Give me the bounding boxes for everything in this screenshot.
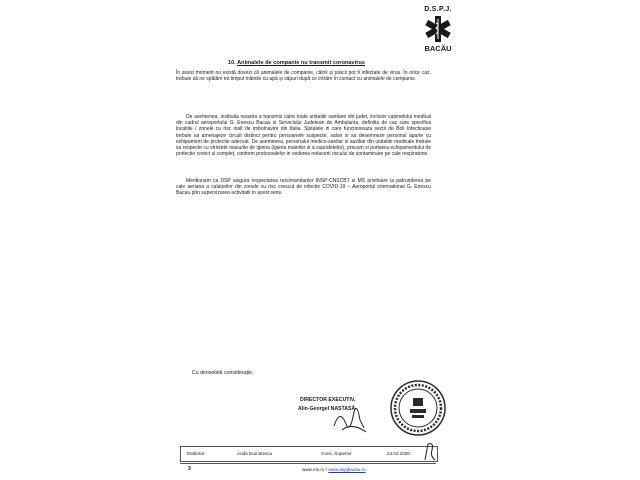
signature-name: Alin-Georgel NASTASĂ <box>298 406 356 412</box>
section-title-text: Animalele de companie nu transmit coronavirus <box>237 60 365 66</box>
signature-title: DIRECTOR EXECUTIV, <box>300 397 356 403</box>
page-number: 3 <box>188 466 191 472</box>
closing-salutation: Cu deosebită considerație, <box>192 370 254 376</box>
footer-role: Elaborat <box>187 451 205 456</box>
footer-websites <box>302 467 366 472</box>
paragraph-institution: De asemenea, institutia noastra a transmis catre toate unitatile sanitare din judet, inclusiv cabinetului medical din cadrul aeroportului G. Enescu Bacau si Serviciului Judetean de Ambulanta, definitia de caz care specifica locatiile / zonele cu risc inalt de imbolnavire din Italia. Spitalele in care functioneaza sectii de Boli Infectioase trebuie sa amenajeze circuit distinct pentru persoanele suspecte, salon si sa desemneze personal aparte cu echipament de protectie adecvat. De asemenea, personalul medico-sanitar si auxiliar din unitatile medicale trebuie sa respecte cu strictete masurile de igiena (igiena mainilor si a suprafetelor), precum si purtarea echipamentului de protectie corect si complet, conform protocoalelor in vederea reducerii riscului de contaminare pe cale respiratorie. <box>176 114 431 158</box>
footer-divider <box>180 463 436 464</box>
footer-date: 24.02.2020 <box>387 451 410 456</box>
dspj-logo <box>418 6 458 56</box>
logo-bottom-text: BACĂU <box>424 44 452 53</box>
section-number: 10. <box>228 60 236 66</box>
footer-table <box>180 446 438 462</box>
paragraph-dsp: Mentionam ca DSP asigura respectarea recomandarilor INSP-CNSCBT si MS privitoare la patrunderea pe cale aeriana a calatorilor din zonele cu risc crescut de infectie COVID-19 – Aeroportul international G. Enescu Bacau prin supervizarea activitatii in acest sens. <box>176 178 431 197</box>
initials-scribble <box>422 440 438 462</box>
footer-position: Cons. Superior <box>321 451 352 456</box>
section-title <box>228 60 365 66</box>
official-stamp <box>388 378 448 438</box>
document-page <box>160 0 480 480</box>
website-ms[interactable]: www.ms.ro <box>302 467 325 472</box>
footer-author: Anda Dumitrescu <box>237 451 273 456</box>
star-of-life-icon <box>423 15 453 43</box>
paragraph-pets: În acest moment nu există dovezi că animalele de companie, câinii și pisicii pot fi infectate de virus. În orice caz, trebuie să ne spălăm tot timpul mâinile cu apă și săpun după ce intrăm în contact cu animalele de companie. <box>176 70 431 83</box>
logo-top-text: D.S.P.J. <box>424 6 452 13</box>
website-separator: / <box>325 467 329 472</box>
handwritten-signature <box>330 398 370 438</box>
website-aspjbacau[interactable]: www.aspjbacau.ro <box>328 467 366 472</box>
